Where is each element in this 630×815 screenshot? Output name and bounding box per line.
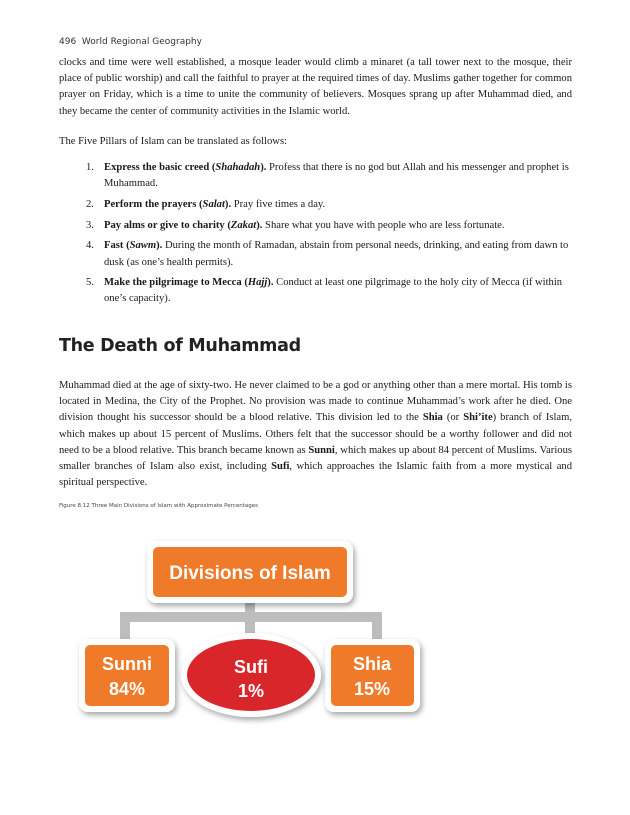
death-paragraph: Muhammad died at the age of sixty-two. He never claimed to be a god or anything other than a mere mortal. His tomb is located in Medina, the City of the Prophet. No provision was made to continue Muhammad’s work after he died. One division thought his successor should be a blood relative. This division led to the Shia (or Shi’ite) branch of Islam, which makes up about 15 percent of Muslims. Others felt that the successor should be a worthy follower and did not need to be a blood relative. This branch became known as Sunni, which makes up about 84 percent of Muslims. Various smaller branches of Islam also exist, including Sufi, which approaches the Islamic faith from a more mystical and spiritual perspective.	[59, 380, 573, 489]
intro-paragraph: clocks and time were well established, a mosque leader would climb a minaret (a tall tower next to the mosque, their place of public worship) and call the faithful to prayer at the required times of day. Muslims gather together for common prayer on Friday, which is a time to unite the community of believers. Mosques sprang up after Muhammad died, and they became the center of community activities in the Islamic world.	[59, 57, 572, 117]
shia-node	[325, 639, 420, 712]
root-label: Divisions of Islam	[169, 563, 331, 584]
sufi-percent: 1%	[237, 681, 265, 701]
sunni-node	[79, 639, 175, 712]
section-heading: The Death of Muhammad	[59, 336, 301, 356]
shia-percent: 15%	[353, 679, 391, 699]
shia-name: Shia	[352, 654, 392, 674]
list-item: 3. Pay alms or give to charity (Zakat). Share what you have with people who are less fortunate.	[86, 219, 505, 231]
sunni-name: Sunni	[102, 654, 152, 674]
figure-caption: Figure 8.12 Three Main Divisions of Islam with Approximate Percentages	[59, 503, 258, 509]
list-item: 5. Make the pilgrimage to Mecca (Hajj). Conduct at least one pilgrimage to the holy city of Mecca (if within one’s capacity).	[86, 277, 563, 305]
page-number: 496	[59, 37, 77, 47]
list-item: 2. Perform the prayers (Salat). Pray five times a day.	[86, 198, 326, 210]
list-item: 1. Express the basic creed (Shahadah). Profess that there is no god but Allah and his messenger and prophet is Muhammad.	[86, 162, 569, 190]
book-title: World Regional Geography	[81, 37, 202, 47]
sunni-percent: 84%	[108, 679, 146, 699]
sufi-name: Sufi	[234, 657, 268, 677]
list-item: 4. Fast (Sawm). During the month of Ramadan, abstain from personal needs, drinking, and eating from dawn to dusk (as one’s health permits).	[86, 240, 569, 268]
pillars-intro: The Five Pillars of Islam can be translated as follows:	[59, 136, 288, 147]
